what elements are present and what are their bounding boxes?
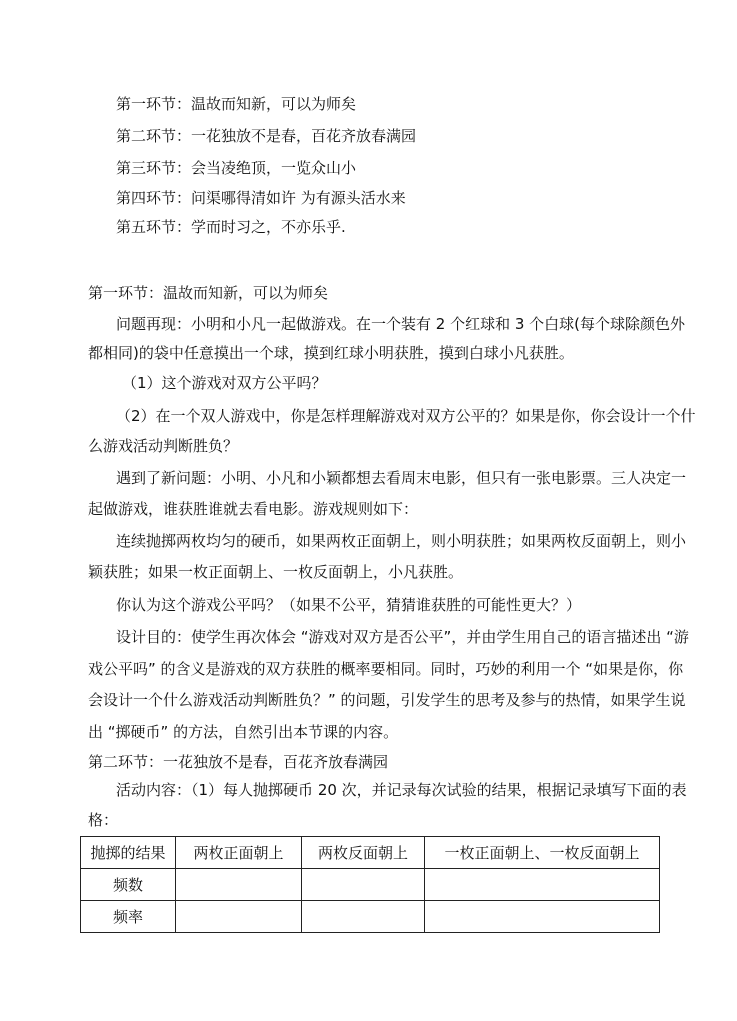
table-row-frequency-count [81,869,660,901]
agenda-item-1: 第一环节：温故而知新，可以为师矣 [116,95,357,113]
agenda-item-5: 第五环节：学而时习之，不亦乐乎. [116,218,346,236]
table-cell [425,901,660,933]
section-1-paragraph-1-line-1: 问题再现：小明和小凡一起做游戏。在一个装有 2 个红球和 3 个白球(每个球除颜色外 [116,315,686,333]
design-purpose-line-3: 会设计一个什么游戏活动判断胜负？” 的问题，引发学生的思考及参与的热情，如果学生说 [88,691,686,709]
table-cell [302,869,425,901]
question-2-line-1: （2）在一个双人游戏中，你是怎样理解游戏对双方公平的？如果是你，你会设计一个什 [116,407,696,425]
table-cell [176,901,302,933]
question-1: （1）这个游戏对双方公平吗？ [122,374,327,392]
design-purpose-line-4: 出 “掷硬币” 的方法，自然引出本节课的内容。 [88,723,399,741]
row-label-frequency-count: 频数 [81,869,176,901]
section-1-paragraph-4: 你认为这个游戏公平吗？（如果不公平，猜猜谁获胜的可能性更大？） [116,596,582,614]
table-header-cell: 抛掷的结果 [81,837,176,869]
section-2-title: 第二环节：一花独放不是春，百花齐放春满园 [88,753,389,771]
table-header-row [81,837,660,869]
table-header-cell: 两枚正面朝上 [176,837,302,869]
design-purpose-line-2: 戏公平吗” 的含义是游戏的双方获胜的概率要相同。同时，巧妙的利用一个 “如果是你，你 [88,660,684,678]
agenda-item-3: 第三环节：会当凌绝顶，一览众山小 [116,159,357,177]
design-purpose-line-1: 设计目的：使学生再次体会 “游戏对双方是否公平”，并由学生用自己的语言描述出 “游 [116,628,689,646]
section-1-paragraph-2-line-1: 遇到了新问题：小明、小凡和小颖都想去看周末电影，但只有一张电影票。三人决定一 [116,469,687,487]
agenda-item-4: 第四环节：问渠哪得清如许 为有源头活水来 [116,189,406,207]
section-1-paragraph-3-line-2: 颖获胜；如果一枚正面朝上、一枚反面朝上，小凡获胜。 [88,563,464,581]
results-table [80,836,660,933]
table-cell [302,901,425,933]
table-header-cell: 两枚反面朝上 [302,837,425,869]
table-row-frequency-rate [81,901,660,933]
table-cell [425,869,660,901]
activity-content-line-2: 格： [88,811,119,829]
section-1-paragraph-1-line-2: 都相同)的袋中任意摸出一个球，摸到红球小明获胜，摸到白球小凡获胜。 [88,344,574,362]
question-2-line-2: 么游戏活动判断胜负？ [88,437,239,455]
table-cell [176,869,302,901]
table-header-cell: 一枚正面朝上、一枚反面朝上 [425,837,660,869]
section-1-paragraph-3-line-1: 连续抛掷两枚均匀的硬币，如果两枚正面朝上，则小明获胜；如果两枚反面朝上，则小 [116,532,687,550]
agenda-item-2: 第二环节：一花独放不是春，百花齐放春满园 [116,127,417,145]
section-1-paragraph-2-line-2: 起做游戏，谁获胜谁就去看电影。游戏规则如下： [88,500,419,518]
activity-content-line-1: 活动内容：（1）每人抛掷硬币 20 次，并记录每次试验的结果，根据记录填写下面的表 [116,781,687,799]
section-1-title: 第一环节：温故而知新，可以为师矣 [88,284,329,302]
row-label-frequency-rate: 频率 [81,901,176,933]
